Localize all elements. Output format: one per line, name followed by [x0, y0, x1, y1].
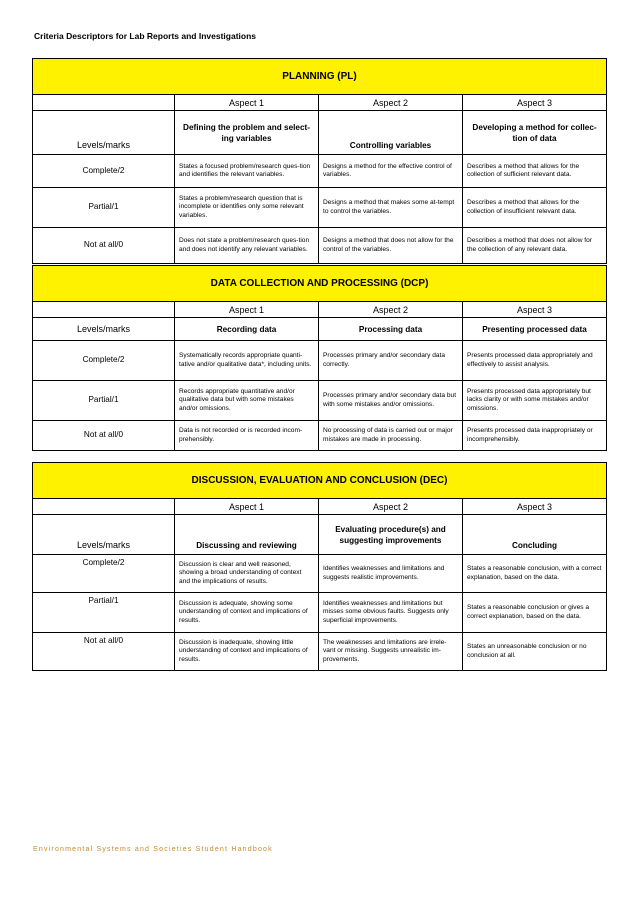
aspect-label: Aspect 1: [175, 95, 319, 111]
descriptor-cell: Processes primary and/or secondary data but with some mistakes and/or omissions.: [319, 381, 463, 421]
criterion-header: Concluding: [463, 515, 607, 555]
descriptor-cell: Presents processed data appropriately but lacks clarity or with some mistakes and/or omissions.: [463, 381, 607, 421]
descriptor-cell: No processing of data is carried out or major mistakes are made in processing.: [319, 421, 463, 451]
descriptor-cell: Processes primary and/or secondary data correctly.: [319, 341, 463, 381]
aspect-label: Aspect 3: [463, 95, 607, 111]
descriptor-cell: States a reasonable conclusion or gives a correct explanation, based on the data.: [463, 593, 607, 633]
criterion-header: Presenting processed data: [463, 318, 607, 341]
criterion-header: Developing a method for collec-tion of data: [463, 111, 607, 155]
criterion-header: Recording data: [175, 318, 319, 341]
blank-cell: [33, 302, 175, 318]
level-label: Not at all/0: [33, 633, 175, 671]
aspect-label: Aspect 3: [463, 302, 607, 318]
descriptor-cell: Identifies weaknesses and limitations and suggests realistic improvements.: [319, 555, 463, 593]
descriptor-cell: Discussion is adequate, showing some understanding of context and implications of results.: [175, 593, 319, 633]
aspect-label: Aspect 1: [175, 499, 319, 515]
descriptor-cell: Does not state a problem/research ques-tion and does not identify any relevant variables.: [175, 228, 319, 264]
levels-marks-header: Levels/marks: [33, 318, 175, 341]
level-label: Partial/1: [33, 593, 175, 633]
descriptor-cell: Designs a method that makes some at-tempt to control the variables.: [319, 188, 463, 228]
criterion-header: Controlling variables: [319, 111, 463, 155]
page-footer: Environmental Systems and Societies Student Handbook: [33, 846, 273, 853]
descriptor-cell: Systematically records appropriate quanti-tative and/or qualitative data*, including units.: [175, 341, 319, 381]
descriptor-cell: Data is not recorded or is recorded incom-prehensibly.: [175, 421, 319, 451]
level-label: Not at all/0: [33, 228, 175, 264]
criterion-header: Processing data: [319, 318, 463, 341]
descriptor-cell: The weaknesses and limitations are irrele-vant or missing. Suggests unrealistic im-provements.: [319, 633, 463, 671]
criterion-header: Discussing and reviewing: [175, 515, 319, 555]
descriptor-cell: Discussion is inadequate, showing little understanding of context and implications of results.: [175, 633, 319, 671]
descriptor-cell: Designs a method that does not allow for the control of the variables.: [319, 228, 463, 264]
document-title: Criteria Descriptors for Lab Reports and Investigations: [34, 31, 256, 41]
criterion-header: Defining the problem and select-ing variables: [175, 111, 319, 155]
descriptor-cell: Describes a method that allows for the collection of insufficient relevant data.: [463, 188, 607, 228]
descriptor-cell: Presents processed data inappropriately or incomprehensibly.: [463, 421, 607, 451]
section-title: DATA COLLECTION AND PROCESSING (DCP): [33, 266, 607, 302]
criterion-header: Evaluating procedure(s) and suggesting improvements: [319, 515, 463, 555]
section-title: DISCUSSION, EVALUATION AND CONCLUSION (DEC): [33, 463, 607, 499]
descriptor-cell: Describes a method that allows for the collection of sufficient relevant data.: [463, 155, 607, 188]
descriptor-cell: States a problem/research question that is incomplete or identifies only some relevant variables.: [175, 188, 319, 228]
levels-marks-header: Levels/marks: [33, 111, 175, 155]
descriptor-cell: States an unreasonable conclusion or no conclusion at all.: [463, 633, 607, 671]
aspect-label: Aspect 2: [319, 499, 463, 515]
descriptor-cell: Presents processed data appropriately and effectively to assist analysis.: [463, 341, 607, 381]
dec-table: [32, 462, 607, 671]
descriptor-cell: Designs a method for the effective control of variables.: [319, 155, 463, 188]
aspect-label: Aspect 3: [463, 499, 607, 515]
descriptor-cell: Describes a method that does not allow for the collection of any relevant data.: [463, 228, 607, 264]
level-label: Partial/1: [33, 381, 175, 421]
levels-marks-header: Levels/marks: [33, 515, 175, 555]
blank-cell: [33, 95, 175, 111]
dcp-table: [32, 265, 607, 451]
descriptor-cell: Discussion is clear and well reasoned, showing a broad understanding of context and the implications of results.: [175, 555, 319, 593]
descriptor-cell: States a focused problem/research ques-tion and identifies the relevant variables.: [175, 155, 319, 188]
level-label: Complete/2: [33, 555, 175, 593]
descriptor-cell: Records appropriate quantitative and/or qualitative data but with some mistakes and/or omissions.: [175, 381, 319, 421]
level-label: Not at all/0: [33, 421, 175, 451]
aspect-label: Aspect 1: [175, 302, 319, 318]
section-title: PLANNING (PL): [33, 59, 607, 95]
aspect-label: Aspect 2: [319, 302, 463, 318]
level-label: Partial/1: [33, 188, 175, 228]
planning-table: [32, 58, 607, 264]
aspect-label: Aspect 2: [319, 95, 463, 111]
level-label: Complete/2: [33, 341, 175, 381]
descriptor-cell: States a reasonable conclusion, with a correct explanation, based on the data.: [463, 555, 607, 593]
descriptor-cell: Identifies weaknesses and limitations but misses some obvious faults. Suggests only superficial improvements.: [319, 593, 463, 633]
level-label: Complete/2: [33, 155, 175, 188]
blank-cell: [33, 499, 175, 515]
